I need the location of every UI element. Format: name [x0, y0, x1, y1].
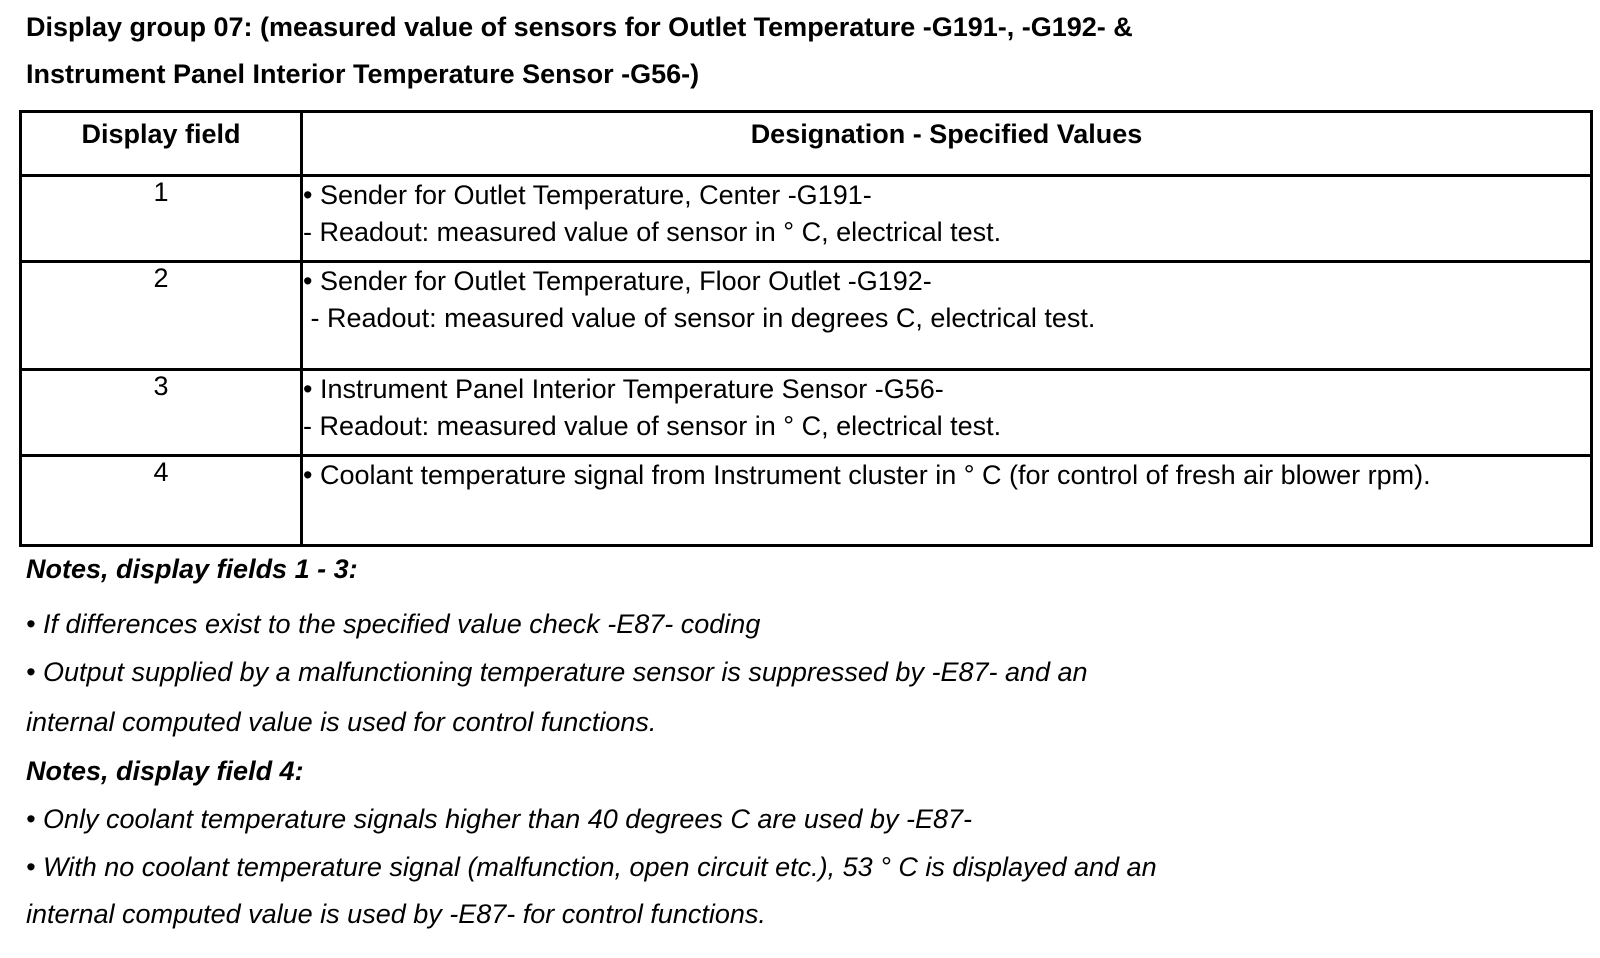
designation-cell — [302, 370, 1592, 456]
column-header-designation: Designation - Specified Values — [302, 112, 1592, 176]
designation-line: • Sender for Outlet Temperature, Center -G191- — [303, 180, 872, 210]
table-header-row — [21, 112, 1592, 176]
display-field-number: 4 — [21, 456, 302, 546]
designation-cell — [302, 262, 1592, 370]
display-field-number: 1 — [21, 176, 302, 262]
page-title-line-2: Instrument Panel Interior Temperature Sensor -G56-) — [26, 59, 700, 89]
note-item: • Only coolant temperature signals higher than 40 degrees C are used by -E87- — [26, 804, 972, 834]
note-item: • If differences exist to the specified value check -E87- coding — [26, 609, 761, 639]
column-header-display-field: Display field — [21, 112, 302, 176]
display-field-number: 2 — [21, 262, 302, 370]
designation-line: • Instrument Panel Interior Temperature Sensor -G56- — [303, 374, 944, 404]
table-row — [21, 370, 1592, 456]
designation-cell — [302, 456, 1592, 546]
notes-title-fields-1-3: Notes, display fields 1 - 3: — [26, 554, 358, 584]
designation-line: - Readout: measured value of sensor in ° C, electrical test. — [303, 411, 1002, 441]
note-item-continuation: internal computed value is used by -E87- for control functions. — [26, 899, 766, 929]
table-row — [21, 262, 1592, 370]
note-item: • With no coolant temperature signal (malfunction, open circuit etc.), 53 ° C is displayed and an — [26, 852, 1157, 882]
notes-title-field-4: Notes, display field 4: — [26, 756, 304, 786]
note-item: • Output supplied by a malfunctioning temperature sensor is suppressed by -E87- and an — [26, 657, 1088, 687]
page-title-line-1: Display group 07: (measured value of sensors for Outlet Temperature -G191-, -G192- & — [26, 12, 1133, 42]
designation-cell — [302, 176, 1592, 262]
display-field-number: 3 — [21, 370, 302, 456]
designation-line: - Readout: measured value of sensor in ° C, electrical test. — [303, 217, 1002, 247]
display-group-table — [19, 110, 1593, 547]
designation-line: • Coolant temperature signal from Instrument cluster in ° C (for control of fresh air blower rpm). — [303, 460, 1431, 490]
designation-line: • Sender for Outlet Temperature, Floor Outlet -G192- — [303, 266, 932, 296]
table-row — [21, 456, 1592, 546]
note-item-continuation: internal computed value is used for control functions. — [26, 707, 657, 737]
table-row — [21, 176, 1592, 262]
designation-line: - Readout: measured value of sensor in degrees C, electrical test. — [303, 303, 1096, 333]
